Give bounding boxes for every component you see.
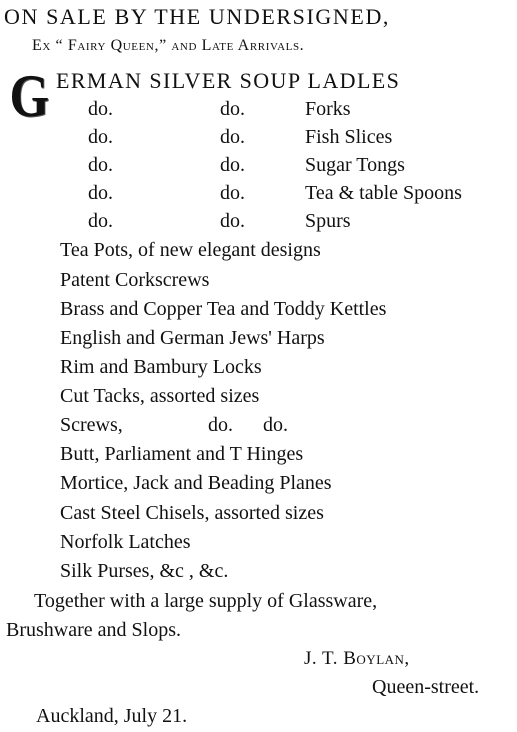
screws-line [60,415,360,439]
ditto-col1: do. [88,182,113,204]
item-line: Butt, Parliament and T Hinges [60,443,304,465]
ditto-item: Tea & table Spoons [305,182,462,204]
ditto-col2: do. [220,154,245,176]
item-line: Patent Corkscrews [60,269,210,291]
item-line: Cast Steel Chisels, assorted sizes [60,502,324,524]
subheadline-text: Ex “ Fairy Queen,” and Late Arrivals. [32,37,305,54]
ditto-col2: do. [220,126,245,148]
screws-label: Screws, [60,414,123,436]
ditto-col1: do. [88,126,113,148]
ditto-col1: do. [88,210,113,232]
ditto-row [0,210,517,236]
screws-ditto2: do. [263,414,288,436]
ditto-item: Sugar Tongs [305,154,405,176]
ditto-row [0,182,517,208]
ditto-item: Fish Slices [305,126,393,148]
ditto-col2: do. [220,210,245,232]
signature-name [304,649,410,668]
item-line: Brass and Copper Tea and Toddy Kettles [60,298,387,320]
item-line: Cut Tacks, assorted sizes [60,385,260,407]
together-line: Together with a large supply of Glassware, [34,590,378,612]
headline: ON SALE BY THE UNDERSIGNED, [4,4,391,29]
brushware-line: Brushware and Slops. [6,619,181,641]
screws-ditto1: do. [208,414,233,436]
ditto-col2: do. [220,98,245,120]
ditto-item: Spurs [305,210,351,232]
drop-cap-letter: G [9,63,49,129]
ditto-item: Forks [305,98,351,120]
item-line: Tea Pots, of new elegant designs [60,239,321,261]
item-line: Silk Purses, &c , &c. [60,560,229,582]
item-line: English and German Jews' Harps [60,327,325,349]
first-item: ERMAN SILVER SOUP LADLES [56,68,401,93]
item-line: Norfolk Latches [60,531,191,553]
item-line: Mortice, Jack and Beading Planes [60,472,332,494]
date-line: Auckland, July 21. [36,705,188,727]
ditto-col1: do. [88,98,113,120]
ditto-row [0,154,517,180]
ditto-col2: do. [220,182,245,204]
ditto-col1: do. [88,154,113,176]
signature-name-text: J. T. Boylan, [304,648,410,669]
ditto-row [0,126,517,152]
subheadline [32,38,304,54]
signature-address: Queen-street. [372,676,480,698]
ditto-row [0,98,517,124]
item-line: Rim and Bambury Locks [60,356,262,378]
